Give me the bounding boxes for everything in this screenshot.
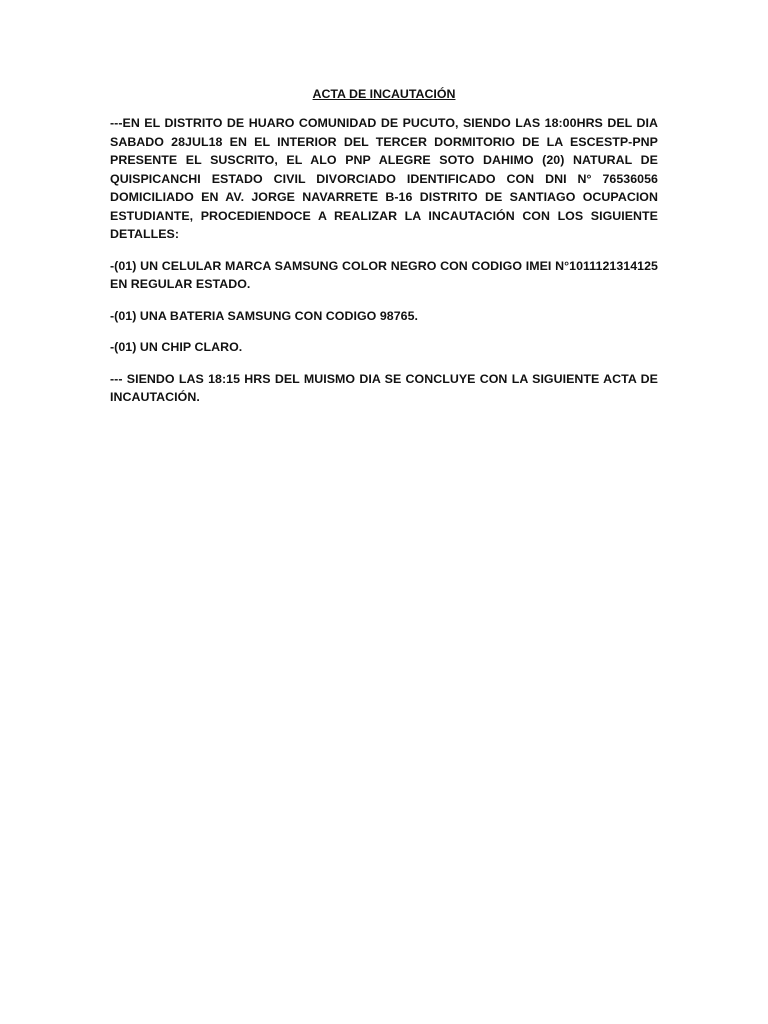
paragraph-item-battery: -(01) UNA BATERIA SAMSUNG CON CODIGO 98765. bbox=[110, 308, 419, 323]
paragraph-item-phone: -(01) UN CELULAR MARCA SAMSUNG COLOR NEGRO CON CODIGO IMEI N°1011121314125 EN REGULAR ESTADO. bbox=[110, 258, 658, 291]
paragraph-item-chip: -(01) UN CHIP CLARO. bbox=[110, 340, 243, 354]
document-body bbox=[110, 86, 658, 420]
document-title: ACTA DE INCAUTACIÓN bbox=[312, 87, 456, 101]
paragraph-intro: ---EN EL DISTRITO DE HUARO COMUNIDAD DE PUCUTO, SIENDO LAS 18:00HRS DEL DIA SABADO 28JUL18 EN EL INTERIOR DEL TERCER DORMITORIO DE LA ESCESTP-PNP PRESENTE EL SUSCRITO, EL ALO PNP ALEGRE SOTO DAHIMO (20) NATURAL DE QUISPICANCHI ESTADO CIVIL DIVORCIADO IDENTIFICADO CON DNI N° 76536056 DOMICILIADO EN AV. JORGE NAVARRETE B-16 DISTRITO DE SANTIAGO OCUPACION ESTUDIANTE, PROCEDIENDOCE A REALIZAR LA INCAUTACIÓN CON LOS SIGUIENTE DETALLES: bbox=[110, 116, 658, 241]
paragraph-closing: --- SIENDO LAS 18:15 HRS DEL MUISMO DIA SE CONCLUYE CON LA SIGUIENTE ACTA DE INCAUTACIÓN. bbox=[110, 371, 658, 404]
